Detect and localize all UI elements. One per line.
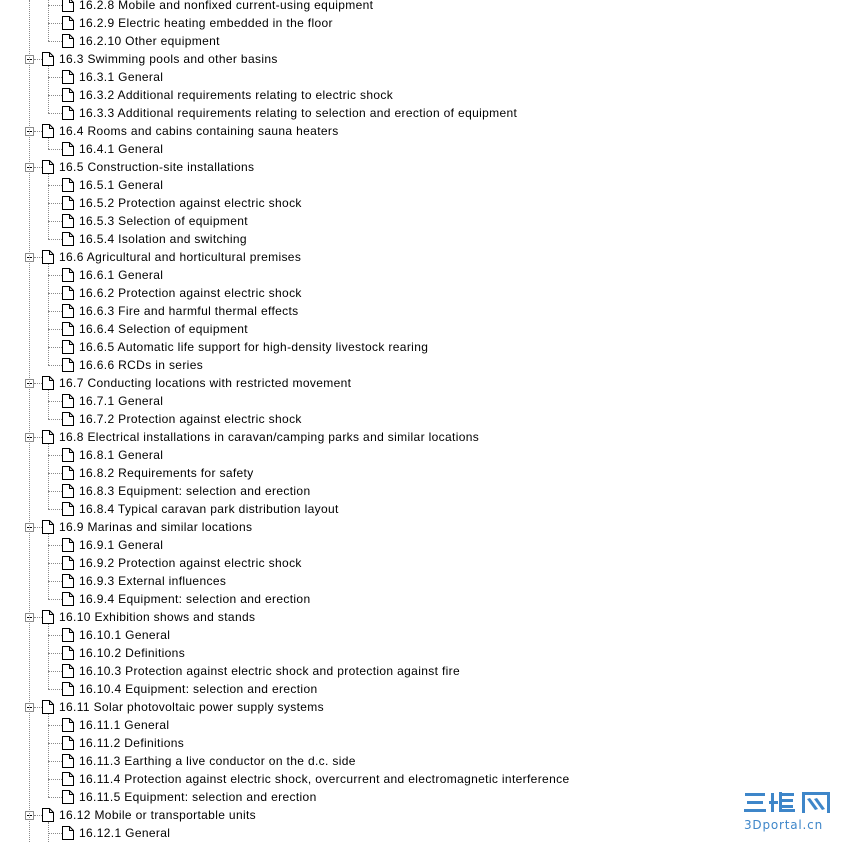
tree-section-node[interactable]: [0, 429, 844, 447]
tree-subsection-node[interactable]: [0, 789, 844, 807]
tree-subsection-node[interactable]: [0, 627, 844, 645]
tree-connector: [48, 653, 62, 654]
tree-node-label[interactable]: 16.5 Construction-site installations: [59, 160, 255, 174]
tree-node-label[interactable]: 16.6.5 Automatic life support for high-density livestock rearing: [79, 340, 429, 354]
tree-connector: [48, 761, 62, 762]
tree-subsection-node[interactable]: [0, 177, 844, 195]
document-page-icon: [62, 790, 74, 804]
tree-branch-connector: [48, 0, 49, 41]
document-page-icon: [62, 34, 74, 48]
tree-branch-connector: [48, 822, 49, 842]
tree-subsection-node[interactable]: [0, 573, 844, 591]
tree-node-label[interactable]: 16.4 Rooms and cabins containing sauna heaters: [59, 124, 339, 138]
tree-section-node[interactable]: [0, 249, 844, 267]
document-page-icon: [42, 520, 54, 534]
tree-connector: [34, 527, 42, 528]
tree-subsection-node[interactable]: [0, 303, 844, 321]
tree-connector: [34, 257, 42, 258]
tree-node-label[interactable]: 16.7 Conducting locations with restricted movement: [59, 376, 352, 390]
document-page-icon: [62, 574, 74, 588]
tree-subsection-node[interactable]: [0, 321, 844, 339]
tree-node-label[interactable]: 16.7.1 General: [79, 394, 164, 408]
tree-connector: [48, 293, 62, 294]
tree-connector: [34, 383, 42, 384]
tree-connector: [48, 23, 62, 24]
tree-node-label[interactable]: 16.10.3 Protection against electric shock and protection against fire: [79, 664, 461, 678]
tree-node-label[interactable]: 16.3 Swimming pools and other basins: [59, 52, 278, 66]
tree-node-label[interactable]: 16.11.2 Definitions: [79, 736, 185, 750]
tree-subsection-node[interactable]: [0, 87, 844, 105]
tree-connector: [48, 221, 62, 222]
tree-connector: [48, 311, 62, 312]
tree-node-label[interactable]: 16.11.1 General: [79, 718, 170, 732]
tree-subsection-node[interactable]: [0, 285, 844, 303]
tree-connector: [48, 149, 62, 150]
tree-node-label[interactable]: 16.9.2 Protection against electric shock: [79, 556, 302, 570]
tree-node-label[interactable]: 16.10 Exhibition shows and stands: [59, 610, 256, 624]
tree-node-label[interactable]: 16.4.1 General: [79, 142, 164, 156]
tree-connector: [48, 401, 62, 402]
tree-connector: [48, 473, 62, 474]
tree-node-label[interactable]: 16.8.3 Equipment: selection and erection: [79, 484, 311, 498]
tree-connector: [48, 635, 62, 636]
tree-connector: [48, 509, 62, 510]
tree-subsection-node[interactable]: [0, 447, 844, 465]
tree-node-label[interactable]: 16.9.3 External influences: [79, 574, 227, 588]
document-page-icon: [62, 322, 74, 336]
tree-node-label[interactable]: 16.9.4 Equipment: selection and erection: [79, 592, 311, 606]
document-page-icon: [62, 286, 74, 300]
tree-subsection-node[interactable]: [0, 465, 844, 483]
watermark-site-text: 3Dportal.cn: [744, 818, 823, 832]
tree-connector: [34, 131, 42, 132]
document-page-icon: [62, 214, 74, 228]
tree-subsection-node[interactable]: [0, 771, 844, 789]
tree-node-label[interactable]: 16.9 Marinas and similar locations: [59, 520, 253, 534]
tree-node-label[interactable]: 16.10.4 Equipment: selection and erection: [79, 682, 318, 696]
document-page-icon: [62, 754, 74, 768]
tree-connector: [34, 59, 42, 60]
document-page-icon: [62, 736, 74, 750]
tree-section-node[interactable]: [0, 123, 844, 141]
tree-node-label[interactable]: 16.5.2 Protection against electric shock: [79, 196, 302, 210]
document-page-icon: [62, 196, 74, 210]
document-page-icon: [42, 52, 54, 66]
document-page-icon: [42, 700, 54, 714]
tree-connector: [48, 581, 62, 582]
tree-connector: [48, 491, 62, 492]
tree-connector: [48, 185, 62, 186]
tree-connector: [48, 797, 62, 798]
document-page-icon: [62, 466, 74, 480]
tree-subsection-node[interactable]: [0, 501, 844, 519]
tree-connector: [48, 779, 62, 780]
tree-connector: [48, 545, 62, 546]
tree-node-label[interactable]: 16.12 Mobile or transportable units: [59, 808, 257, 822]
tree-connector: [48, 95, 62, 96]
tree-section-node[interactable]: [0, 519, 844, 537]
document-page-icon: [62, 0, 74, 12]
tree-subsection-node[interactable]: [0, 0, 844, 15]
document-page-icon: [62, 646, 74, 660]
tree-node-label[interactable]: 16.11.5 Equipment: selection and erection: [79, 790, 317, 804]
tree-node-label[interactable]: 16.8 Electrical installations in caravan/camping parks and similar locations: [59, 430, 480, 444]
document-page-icon: [62, 178, 74, 192]
document-page-icon: [42, 376, 54, 390]
tree-connector: [34, 167, 42, 168]
document-page-icon: [62, 592, 74, 606]
tree-connector: [48, 347, 62, 348]
document-page-icon: [62, 358, 74, 372]
document-page-icon: [62, 16, 74, 30]
document-page-icon: [62, 772, 74, 786]
tree-connector: [48, 689, 62, 690]
tree-subsection-node[interactable]: [0, 681, 844, 699]
tree-node-label[interactable]: 16.9.1 General: [79, 538, 164, 552]
tree-node-label[interactable]: 16.7.2 Protection against electric shock: [79, 412, 302, 426]
tree-connector: [48, 833, 62, 834]
document-page-icon: [62, 304, 74, 318]
document-page-icon: [62, 502, 74, 516]
tree-connector: [48, 275, 62, 276]
tree-node-label[interactable]: 16.2.10 Other equipment: [79, 34, 220, 48]
tree-section-node[interactable]: [0, 159, 844, 177]
tree-subsection-node[interactable]: [0, 483, 844, 501]
tree-subsection-node[interactable]: [0, 753, 844, 771]
document-page-icon: [62, 448, 74, 462]
document-page-icon: [62, 106, 74, 120]
tree-branch-connector: [48, 174, 49, 239]
tree-connector: [48, 113, 62, 114]
tree-node-label[interactable]: 16.2.8 Mobile and nonfixed current-using equipment: [79, 0, 374, 12]
tree-subsection-node[interactable]: [0, 393, 844, 411]
tree-node-label[interactable]: 16.11.4 Protection against electric shock, overcurrent and electromagnetic interference: [79, 772, 570, 786]
tree-node-label[interactable]: 16.6.6 RCDs in series: [79, 358, 204, 372]
tree-connector: [48, 455, 62, 456]
tree-subsection-node[interactable]: [0, 267, 844, 285]
tree-subsection-node[interactable]: [0, 357, 844, 375]
tree-node-label[interactable]: 16.6.4 Selection of equipment: [79, 322, 248, 336]
tree-subsection-node[interactable]: [0, 231, 844, 249]
document-page-icon: [62, 682, 74, 696]
tree-subsection-node[interactable]: [0, 591, 844, 609]
tree-connector: [48, 419, 62, 420]
tree-node-label[interactable]: 16.11.3 Earthing a live conductor on the d.c. side: [79, 754, 356, 768]
tree-connector: [34, 437, 42, 438]
document-page-icon: [62, 412, 74, 426]
document-page-icon: [62, 394, 74, 408]
tree-node-label[interactable]: 16.3.2 Additional requirements relating to electric shock: [79, 88, 394, 102]
document-page-icon: [62, 70, 74, 84]
tree-branch-connector: [48, 138, 49, 149]
tree-connector: [48, 239, 62, 240]
watermark: [741, 788, 837, 836]
document-page-icon: [62, 88, 74, 102]
tree-node-label[interactable]: 16.5.1 General: [79, 178, 164, 192]
tree-branch-connector: [48, 444, 49, 509]
tree-node-label[interactable]: 16.5.4 Isolation and switching: [79, 232, 247, 246]
tree-subsection-node[interactable]: [0, 69, 844, 87]
tree-node-label[interactable]: 16.3.3 Additional requirements relating to selection and erection of equipment: [79, 106, 518, 120]
document-page-icon: [42, 808, 54, 822]
tree-subsection-node[interactable]: [0, 33, 844, 51]
document-page-icon: [62, 538, 74, 552]
tree-branch-connector: [48, 390, 49, 419]
document-page-icon: [62, 232, 74, 246]
tree-section-node[interactable]: [0, 699, 844, 717]
tree-connector: [48, 365, 62, 366]
tree-subsection-node[interactable]: [0, 15, 844, 33]
tree-subsection-node[interactable]: [0, 735, 844, 753]
document-page-icon: [42, 124, 54, 138]
document-page-icon: [62, 628, 74, 642]
document-page-icon: [62, 718, 74, 732]
tree-node-label[interactable]: 16.2.9 Electric heating embedded in the floor: [79, 16, 333, 30]
tree-node-label[interactable]: 16.6.1 General: [79, 268, 164, 282]
tree-connector: [48, 329, 62, 330]
tree-node-label[interactable]: 16.5.3 Selection of equipment: [79, 214, 248, 228]
document-page-icon: [62, 268, 74, 282]
tree-branch-connector: [48, 264, 49, 365]
tree-node-label[interactable]: 16.12.1 General: [79, 826, 171, 840]
tree-connector: [48, 563, 62, 564]
document-page-icon: [42, 250, 54, 264]
tree-node-label[interactable]: 16.10.1 General: [79, 628, 171, 642]
tree-subsection-node[interactable]: [0, 555, 844, 573]
document-page-icon: [42, 430, 54, 444]
tree-section-node[interactable]: [0, 609, 844, 627]
tree-section-node[interactable]: [0, 375, 844, 393]
tree-node-label[interactable]: 16.3.1 General: [79, 70, 164, 84]
document-page-icon: [62, 556, 74, 570]
tree-connector: [48, 77, 62, 78]
tree-subsection-node[interactable]: [0, 411, 844, 429]
tree-trunk-connector: [29, 0, 30, 842]
tree-node-label[interactable]: 16.8.2 Requirements for safety: [79, 466, 254, 480]
document-page-icon: [42, 160, 54, 174]
tree-node-label[interactable]: 16.8.1 General: [79, 448, 164, 462]
tree-branch-connector: [48, 624, 49, 689]
tree-connector: [34, 815, 42, 816]
tree-branch-connector: [48, 534, 49, 599]
tree-node-label[interactable]: 16.11 Solar photovoltaic power supply systems: [59, 700, 324, 714]
tree-subsection-node[interactable]: [0, 825, 844, 843]
tree-subsection-node[interactable]: [0, 195, 844, 213]
watermark-logo: [741, 788, 837, 818]
document-page-icon: [62, 142, 74, 156]
tree-connector: [48, 5, 62, 6]
tree-connector: [34, 707, 42, 708]
tree-connector: [48, 41, 62, 42]
document-page-icon: [62, 340, 74, 354]
tree-subsection-node[interactable]: [0, 105, 844, 123]
document-page-icon: [62, 664, 74, 678]
tree-connector: [48, 203, 62, 204]
tree-connector: [48, 743, 62, 744]
tree-connector: [48, 599, 62, 600]
tree-connector: [34, 617, 42, 618]
tree-branch-connector: [48, 714, 49, 797]
tree-section-node[interactable]: [0, 807, 844, 825]
document-page-icon: [62, 484, 74, 498]
tree-subsection-node[interactable]: [0, 645, 844, 663]
tree-node-label[interactable]: 16.10.2 Definitions: [79, 646, 186, 660]
tree-subsection-node[interactable]: [0, 717, 844, 735]
tree-subsection-node[interactable]: [0, 663, 844, 681]
tree-section-node[interactable]: [0, 51, 844, 69]
tree-subsection-node[interactable]: [0, 339, 844, 357]
tree-node-label[interactable]: 16.6.3 Fire and harmful thermal effects: [79, 304, 299, 318]
tree-connector: [48, 725, 62, 726]
tree-branch-connector: [48, 66, 49, 113]
tree-node-label[interactable]: 16.8.4 Typical caravan park distribution layout: [79, 502, 339, 516]
document-page-icon: [42, 610, 54, 624]
tree-connector: [48, 671, 62, 672]
tree-node-label[interactable]: 16.6 Agricultural and horticultural premises: [59, 250, 302, 264]
tree-node-label[interactable]: 16.6.2 Protection against electric shock: [79, 286, 302, 300]
tree-subsection-node[interactable]: [0, 213, 844, 231]
tree-subsection-node[interactable]: [0, 537, 844, 555]
tree-subsection-node[interactable]: [0, 141, 844, 159]
document-page-icon: [62, 826, 74, 840]
